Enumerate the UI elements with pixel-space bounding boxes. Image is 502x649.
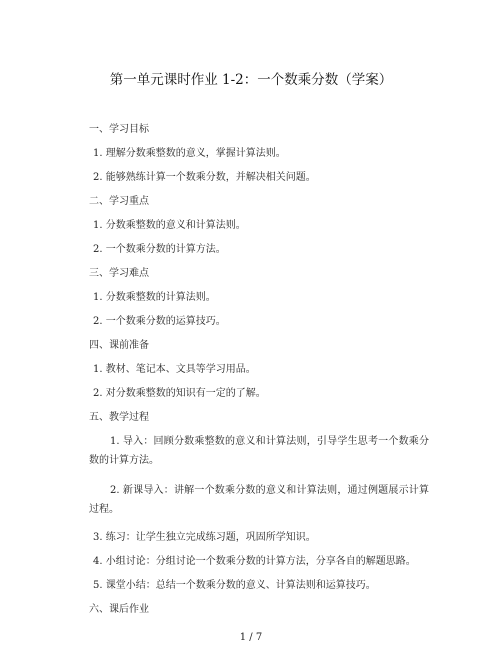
list-item: 5. 课堂小结：总结一个数乘分数的意义、计算法则和运算技巧。 bbox=[93, 580, 376, 591]
list-item: 1. 分数乘整数的计算法则。 bbox=[93, 292, 216, 303]
section-heading: 五、教学过程 bbox=[89, 412, 149, 423]
section-heading: 六、课后作业 bbox=[89, 604, 149, 615]
list-item: 2. 对分数乘整数的知识有一定的了解。 bbox=[93, 388, 266, 399]
list-item: 3. 练习：让学生独立完成练习题，巩固所学知识。 bbox=[93, 532, 316, 543]
list-item: 1. 分数乘整数的意义和计算法则。 bbox=[93, 220, 246, 231]
list-item: 1. 教材、笔记本、文具等学习用品。 bbox=[93, 364, 256, 375]
list-item: 4. 小组讨论：分组讨论一个数乘分数的计算方法，分享各自的解题思路。 bbox=[93, 556, 416, 567]
list-item: 1. 理解分数乘整数的意义，掌握计算法则。 bbox=[93, 148, 286, 159]
paragraph-item: 1. 导入：回顾分数乘整数的意义和计算法则，引导学生思考一个数乘分数的计算方法。 bbox=[89, 436, 429, 466]
page-title: 第一单元课时作业 1-2：一个数乘分数（学案） bbox=[109, 72, 393, 88]
page-indicator: 1 / 7 bbox=[239, 632, 263, 643]
section-heading: 一、学习目标 bbox=[89, 124, 149, 135]
list-item: 2. 一个数乘分数的计算方法。 bbox=[93, 244, 226, 255]
list-item: 2. 能够熟练计算一个数乘分数，并解决相关问题。 bbox=[93, 172, 316, 183]
paragraph-item: 2. 新课导入：讲解一个数乘分数的意义和计算法则，通过例题展示计算过程。 bbox=[89, 485, 429, 515]
section-heading: 三、学习难点 bbox=[89, 268, 149, 279]
section-heading: 二、学习重点 bbox=[89, 196, 149, 207]
section-heading: 四、课前准备 bbox=[89, 340, 149, 351]
list-item: 2. 一个数乘分数的运算技巧。 bbox=[93, 316, 226, 327]
